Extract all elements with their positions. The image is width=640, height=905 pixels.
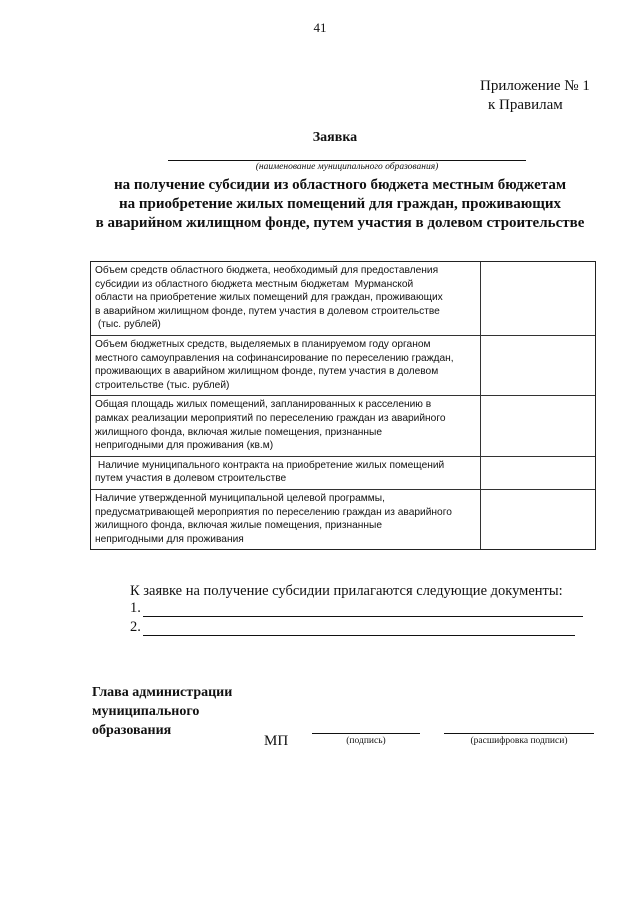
- signatory-line: Глава администрации: [92, 685, 233, 700]
- table-cell-value[interactable]: [481, 490, 595, 549]
- signature-caption: (подпись): [346, 736, 386, 746]
- heading-line: на получение субсидии из областного бюджета местным бюджетам: [113, 177, 567, 193]
- description-line: Объем бюджетных средств, выделяемых в планируемом году органом: [95, 338, 431, 350]
- table-cell-value[interactable]: [481, 262, 595, 335]
- table-cell-description: [91, 490, 481, 549]
- description-line: Наличие муниципального контракта на приобретение жилых помещений: [95, 459, 445, 471]
- document-number: 2.: [130, 619, 141, 635]
- signature-line: [312, 733, 420, 734]
- appendix-reference: [480, 77, 590, 115]
- description-line: рамках реализации мероприятий по переселению граждан из аварийного: [95, 412, 446, 424]
- document-item-1: [130, 600, 583, 617]
- appendix-line: к Правилам: [488, 97, 563, 113]
- description-line: проживающих в аварийном жилищном фонде, путем участия в долевом: [95, 366, 439, 378]
- page-number: 41: [313, 20, 327, 35]
- document-title: Заявка: [312, 130, 358, 145]
- description-line: путем участия в долевом строительстве: [95, 473, 287, 485]
- document-entry-line: [143, 602, 583, 617]
- table-row: [91, 262, 595, 336]
- table-cell-value[interactable]: [481, 336, 595, 395]
- description-line: области на приобретение жилых помещений для граждан, проживающих: [95, 292, 443, 304]
- table-row: [91, 336, 595, 396]
- signature-decoding-line: [444, 733, 594, 734]
- application-table: [90, 261, 596, 550]
- documents-intro: К заявке на получение субсидии прилагаются следующие документы:: [130, 583, 563, 599]
- stamp-place: МП: [264, 733, 289, 749]
- document-number: 1.: [130, 600, 141, 616]
- table-cell-description: [91, 396, 481, 455]
- municipality-caption: (наименование муниципального образования): [255, 162, 439, 172]
- signatory-position: [92, 683, 232, 740]
- table-cell-description: [91, 457, 481, 489]
- description-line: субсидии из областного бюджета местным бюджетам Мурманской: [95, 278, 414, 290]
- signature-decoding-caption: (расшифровка подписи): [470, 736, 568, 746]
- table-cell-value[interactable]: [481, 457, 595, 489]
- signatory-line: муниципального: [92, 704, 200, 719]
- description-line: жилищного фонда, включая жилые помещения, признанные: [95, 520, 383, 532]
- description-line: предусматривающей мероприятия по переселению граждан из аварийного: [95, 506, 452, 518]
- description-line: Общая площадь жилых помещений, запланированных к расселению в: [95, 399, 432, 411]
- description-line: местного самоуправления на софинансирование по переселению граждан,: [95, 352, 454, 364]
- table-row: [91, 490, 595, 549]
- table-cell-value[interactable]: [481, 396, 595, 455]
- heading-line: в аварийном жилищном фонде, путем участия в долевом строительстве: [95, 215, 585, 231]
- application-heading: [80, 176, 600, 233]
- description-line: непригодными для проживания: [95, 533, 244, 545]
- municipality-name-line: [168, 160, 526, 161]
- description-line: жилищного фонда, включая жилые помещения, признанные: [95, 426, 383, 438]
- table-cell-description: [91, 262, 481, 335]
- appendix-line: Приложение № 1: [480, 78, 590, 94]
- description-line: в аварийном жилищном фонде, путем участия в долевом строительстве: [95, 305, 440, 317]
- heading-line: на приобретение жилых помещений для граждан, проживающих: [119, 196, 561, 212]
- signatory-line: образования: [92, 723, 172, 738]
- document-item-2: [130, 619, 575, 636]
- table-row: [91, 396, 595, 456]
- description-line: строительстве (тыс. рублей): [95, 379, 230, 391]
- description-line: (тыс. рублей): [95, 319, 161, 331]
- table-row: [91, 457, 595, 490]
- description-line: Наличие утвержденной муниципальной целевой программы,: [95, 492, 385, 504]
- description-line: непригодными для проживания (кв.м): [95, 440, 274, 452]
- description-line: Объем средств областного бюджета, необходимый для предоставления: [95, 265, 439, 276]
- table-cell-description: [91, 336, 481, 395]
- document-entry-line: [143, 621, 575, 636]
